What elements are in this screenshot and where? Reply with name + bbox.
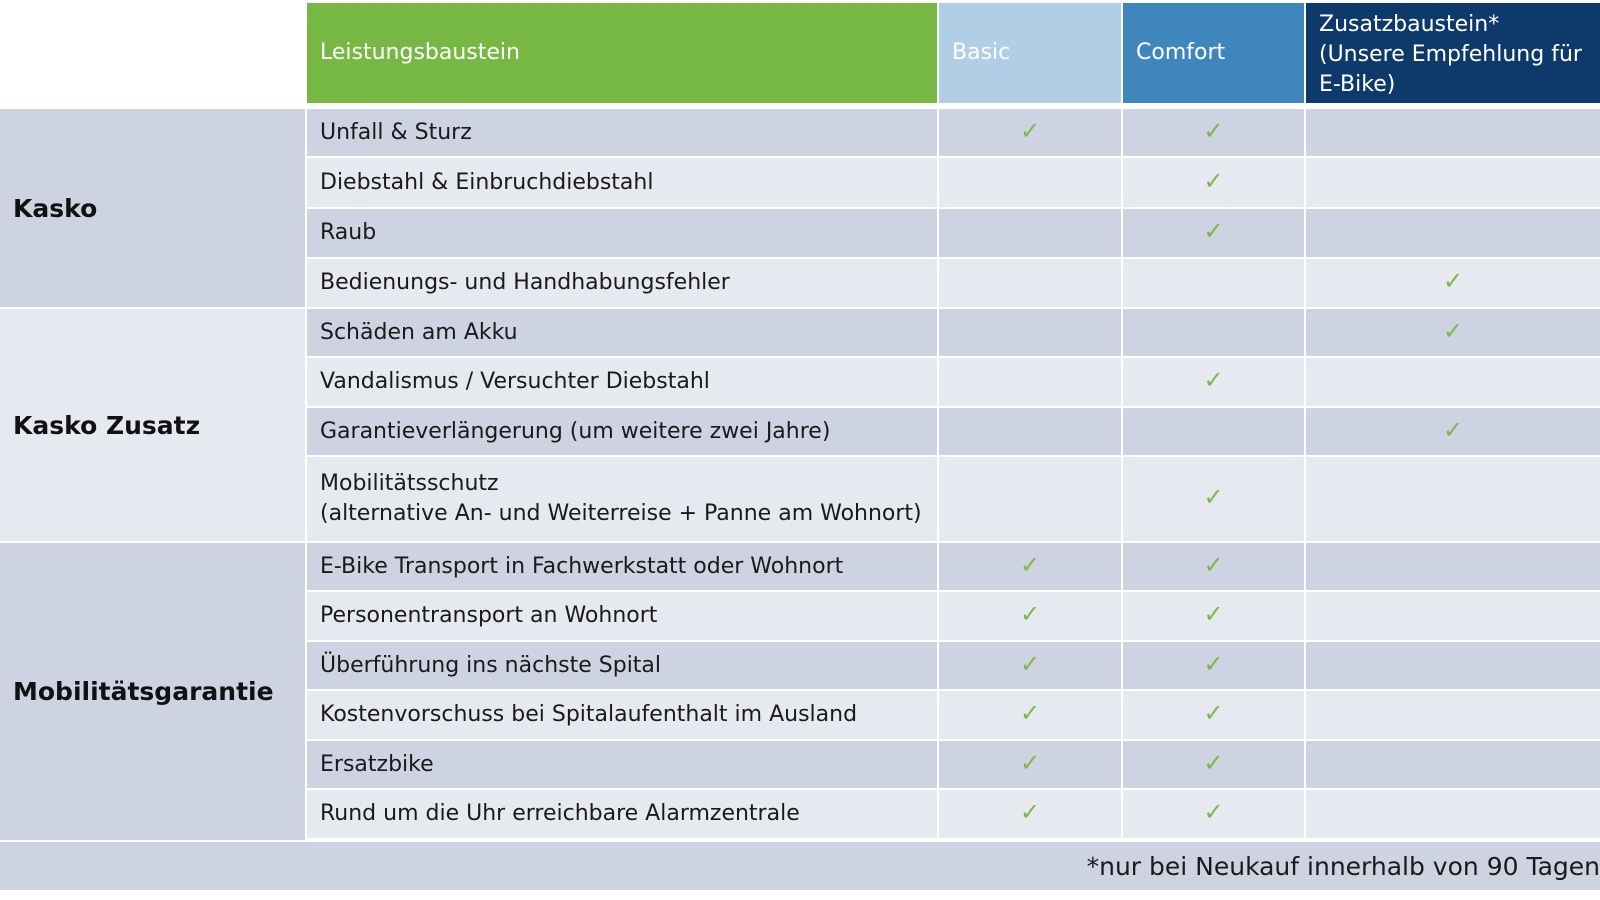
group-kasko-zusatz-label: Kasko Zusatz — [13, 410, 201, 440]
footnote: *nur bei Neukauf innerhalb von 90 Tagen — [1086, 851, 1600, 881]
checkmark-icon: ✓ — [1019, 600, 1041, 629]
extra-cell — [1306, 741, 1600, 788]
row-label: E-Bike Transport in Fachwerkstatt oder Wohnort — [307, 543, 937, 590]
checkmark-icon: ✓ — [1203, 166, 1224, 195]
checkmark-icon: ✓ — [1019, 699, 1041, 728]
table-row — [307, 543, 1600, 590]
extra-cell — [1306, 790, 1600, 838]
group-kasko — [0, 109, 305, 307]
extra-cell — [1306, 259, 1600, 307]
basic-cell — [939, 259, 1121, 307]
row-label: Schäden am Akku — [307, 309, 937, 356]
comfort-cell — [1123, 642, 1304, 689]
checkmark-icon: ✓ — [1019, 798, 1041, 827]
checkmark-icon: ✓ — [1442, 316, 1464, 345]
comfort-cell — [1123, 158, 1304, 207]
checkmark-icon: ✓ — [1442, 267, 1464, 296]
table-row — [307, 691, 1600, 739]
extra-cell — [1306, 408, 1600, 455]
table-row — [307, 790, 1600, 838]
extra-cell — [1306, 309, 1600, 356]
extra-cell — [1306, 457, 1600, 541]
comfort-cell — [1123, 691, 1304, 739]
checkmark-icon: ✓ — [1019, 748, 1041, 777]
row-label: Überführung ins nächste Spital — [307, 642, 937, 689]
checkmark-icon: ✓ — [1019, 116, 1041, 145]
extra-cell — [1306, 209, 1600, 257]
row-label: Personentransport an Wohnort — [307, 592, 937, 640]
comfort-cell — [1123, 592, 1304, 640]
table-row — [307, 259, 1600, 307]
row-label: Rund um die Uhr erreichbare Alarmzentrale — [307, 790, 937, 838]
basic-cell — [939, 358, 1121, 406]
table-row — [307, 457, 1600, 541]
basic-cell — [939, 457, 1121, 541]
basic-cell — [939, 543, 1121, 590]
header-basic — [939, 3, 1121, 103]
basic-cell — [939, 309, 1121, 356]
checkmark-icon: ✓ — [1203, 366, 1224, 395]
extra-cell — [1306, 592, 1600, 640]
basic-cell — [939, 790, 1121, 838]
header-zusatzbaustein-label: Zusatzbaustein* (Unsere Empfehlung für E-Bike) — [1319, 12, 1582, 97]
checkmark-icon: ✓ — [1203, 550, 1224, 579]
comfort-cell — [1123, 457, 1304, 541]
row-label: Unfall & Sturz — [307, 109, 937, 156]
comfort-cell — [1123, 543, 1304, 590]
table-row — [307, 408, 1600, 455]
basic-cell — [939, 209, 1121, 257]
header-zusatzbaustein — [1306, 3, 1600, 103]
checkmark-icon: ✓ — [1442, 415, 1464, 444]
row-label: Kostenvorschuss bei Spitalaufenthalt im Ausland — [307, 691, 937, 739]
table-row — [307, 592, 1600, 640]
header-leistungsbaustein-label: Leistungsbaustein — [320, 40, 520, 65]
checkmark-icon: ✓ — [1203, 798, 1224, 827]
basic-cell — [939, 158, 1121, 207]
basic-cell — [939, 408, 1121, 455]
row-label: Bedienungs- und Handhabungsfehler — [307, 259, 937, 307]
checkmark-icon: ✓ — [1019, 649, 1041, 678]
comfort-cell — [1123, 259, 1304, 307]
basic-cell — [939, 691, 1121, 739]
checkmark-icon: ✓ — [1203, 748, 1224, 777]
group-kasko-label: Kasko — [13, 193, 98, 223]
basic-cell — [939, 642, 1121, 689]
table-row — [307, 309, 1600, 356]
comfort-cell — [1123, 408, 1304, 455]
row-label: Ersatzbike — [307, 741, 937, 788]
basic-cell — [939, 592, 1121, 640]
row-label: Mobilitätsschutz (alternative An- und Weiterreise + Panne am Wohnort) — [307, 457, 937, 541]
table-row — [307, 642, 1600, 689]
header-comfort — [1123, 3, 1304, 103]
extra-cell — [1306, 109, 1600, 156]
comfort-cell — [1123, 109, 1304, 156]
comfort-cell — [1123, 209, 1304, 257]
footer-bar — [0, 842, 1600, 890]
comfort-cell — [1123, 358, 1304, 406]
checkmark-icon: ✓ — [1019, 550, 1041, 579]
group-mobilitaetsgarantie — [0, 543, 305, 840]
checkmark-icon: ✓ — [1203, 649, 1224, 678]
row-label: Raub — [307, 209, 937, 257]
basic-cell — [939, 741, 1121, 788]
comfort-cell — [1123, 309, 1304, 356]
group-mobilitaetsgarantie-label: Mobilitätsgarantie — [13, 677, 274, 706]
extra-cell — [1306, 158, 1600, 207]
basic-cell — [939, 109, 1121, 156]
table-row — [307, 109, 1600, 156]
checkmark-icon: ✓ — [1203, 483, 1224, 512]
table-row — [307, 209, 1600, 257]
header-comfort-label: Comfort — [1136, 40, 1226, 65]
extra-cell — [1306, 543, 1600, 590]
group-kasko-zusatz — [0, 309, 305, 541]
header-leistungsbaustein — [307, 3, 937, 103]
checkmark-icon: ✓ — [1203, 600, 1224, 629]
comfort-cell — [1123, 790, 1304, 838]
table-row — [307, 358, 1600, 406]
table-row — [307, 741, 1600, 788]
table-row — [307, 158, 1600, 207]
row-label: Diebstahl & Einbruchdiebstahl — [307, 158, 937, 207]
extra-cell — [1306, 642, 1600, 689]
row-label: Vandalismus / Versuchter Diebstahl — [307, 358, 937, 406]
checkmark-icon: ✓ — [1203, 217, 1224, 246]
row-label: Garantieverlängerung (um weitere zwei Jahre) — [307, 408, 937, 455]
extra-cell — [1306, 358, 1600, 406]
checkmark-icon: ✓ — [1203, 116, 1224, 145]
checkmark-icon: ✓ — [1203, 699, 1224, 728]
header-basic-label: Basic — [952, 40, 1011, 65]
extra-cell — [1306, 691, 1600, 739]
comfort-cell — [1123, 741, 1304, 788]
